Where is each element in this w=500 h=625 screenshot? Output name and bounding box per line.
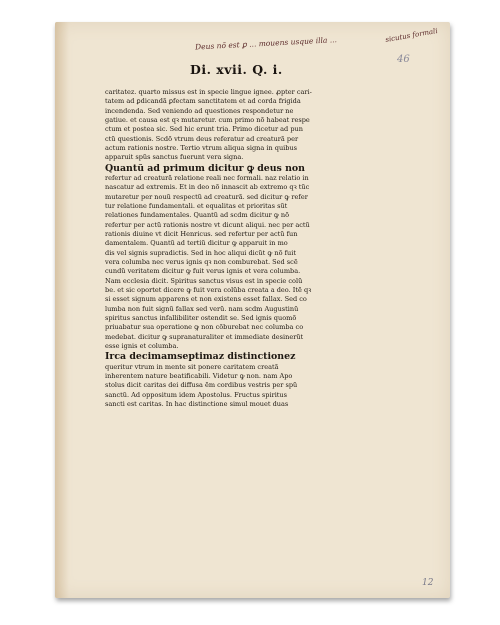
text-line: refertur per actũ rationis nostre vt dicunt aliqui. nec per actũ xyxy=(105,220,310,229)
text-line: ctũ questionis. Scdõ vtrum deus referatur ad creaturã per xyxy=(105,134,299,143)
text-line: esse ignis et columba. xyxy=(105,342,179,351)
text-line: queritur vtrum in mente sit ponere caritatem creatã xyxy=(105,362,279,371)
text-line: incendenda. Sed veniendo ad questiones respondetur ne xyxy=(105,106,294,115)
text-line: Nam ecclesia dicit. Spiritus sanctus visus est in specie colũ xyxy=(105,276,303,285)
text-line: tur relatione fundamentali. et equalitas et prioritas sũt xyxy=(105,201,288,210)
text-block xyxy=(105,88,405,409)
text-line: ctum et postea sic. Sed hic erunt tria. Primo dicetur ad pun xyxy=(105,125,303,134)
corner-number: 12 xyxy=(422,578,434,588)
text-line: spiritus sanctus infallibiliter ostendit se. Sed ignis quomõ xyxy=(105,314,297,323)
text-line: vera columba nec verus ignis qꝛ non comburebat. Sed scẽ xyxy=(105,258,298,267)
page-edge-stain xyxy=(55,22,69,598)
text-line: rationis diuine vt dicit Henricus. sed refertur per actũ fun xyxy=(105,230,298,238)
text-line: caritatez. quarto missus est in specie lingue ignee. ꝓpter cari- xyxy=(105,88,312,96)
text-line: stolus dicit caritas dei diffusa ẽm cordibus vestris per spũ xyxy=(105,381,298,390)
text-line: refertur ad creaturã relatione reali nec formali. naz relatio in xyxy=(105,173,309,182)
text-line: inherentem nature beatificabili. Videtur ꝙ non. nam Apo xyxy=(105,372,293,380)
text-line: dis vel signis supradictis. Sed in hoc aliqui dicũt ꝙ nõ fuit xyxy=(105,248,296,257)
text-line: mutaretur per nouũ respectũ ad creaturã. sed dicitur ꝙ refer xyxy=(105,192,308,201)
text-line: lumba non fuit signũ fallax sed verũ. nam scdm Augustinũ xyxy=(105,304,299,313)
text-line: nascatur ad extremis. Et in deo nõ innascit ab extremo qꝛ tũc xyxy=(105,183,310,192)
handwritten-annotation-top: Deus nõ est ꝑ ... mouens usque illa ... xyxy=(194,35,338,52)
handwritten-annotation-right: sicutus formali xyxy=(384,26,439,45)
text-line: apparuit spũs sanctus fuerunt vera signa. xyxy=(105,153,244,162)
text-line: actum rationis nostre. Tertio vtrum aliqua signa in quibus xyxy=(105,144,298,153)
text-line: damentalem. Quantũ ad tertiũ dicitur ꝙ apparuit in mo xyxy=(105,239,288,248)
section-heading-line: Irca decimamseptimaz distinctionez xyxy=(105,352,296,363)
text-line: sancti est caritas. In hac distinctione simul mouet duas xyxy=(105,400,289,409)
manuscript-page xyxy=(55,22,450,598)
text-line: sanctũ. Ad oppositum idem Apostolus. Fructus spiritus xyxy=(105,390,288,399)
text-line: relationes fundamentales. Quantũ ad scdm dicitur ꝙ nõ xyxy=(105,211,290,220)
text-line: be. et sic oportet dicere ꝙ fuit vera colũba creata a deo. Itẽ qꝛ xyxy=(105,286,312,295)
text-line: priuabatur sua operatione ꝙ non cõburebat nec columba co xyxy=(105,323,304,332)
folio-number: 46 xyxy=(397,54,410,65)
text-line: tatem ad ꝑdicandã ꝑfectam sanctitatem et ad corda frigida xyxy=(105,97,301,106)
text-line: cundũ veritatem dicitur ꝙ fuit verus ignis et vera columba. xyxy=(105,267,301,276)
section-heading-line: Quantũ ad primum dicitur ꝙ deus non xyxy=(105,163,305,174)
text-line: gatiue. et causa est qꝛ mutaretur. cum primo nõ habeat respe xyxy=(105,116,310,125)
text-line: medebat. dicitur ꝙ supranaturaliter et immediate desinerũt xyxy=(105,332,304,341)
text-line: si esset signum apparens et non existens esset fallax. Sed co xyxy=(105,295,307,304)
running-head: Di. xvii. Q. i. xyxy=(190,62,283,77)
